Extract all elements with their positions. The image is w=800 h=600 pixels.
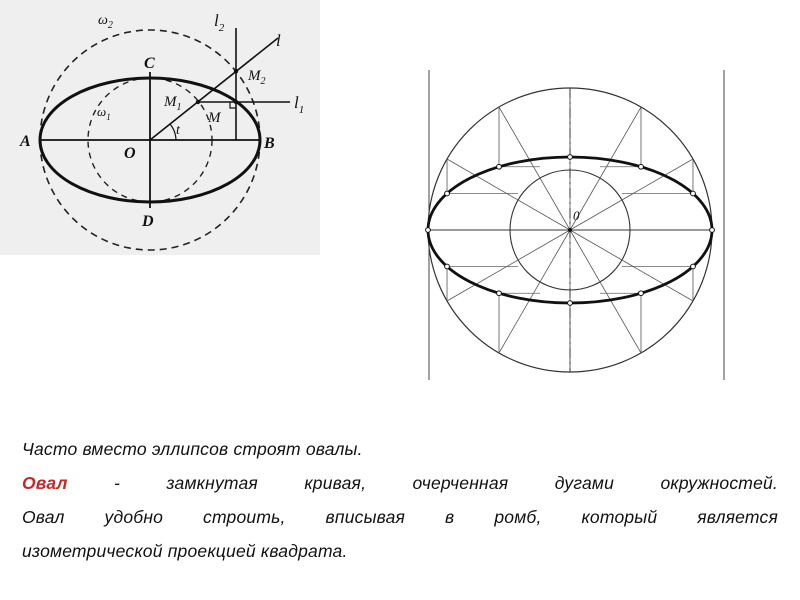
label-l2: $l_2$ [214, 11, 225, 34]
radial-ray [447, 159, 570, 230]
point-M2 [234, 69, 238, 73]
label-D: D [142, 213, 154, 230]
ellipse-point [691, 264, 696, 269]
text-line-2 [22, 466, 778, 500]
ellipse-point [426, 228, 431, 233]
ellipse-point [568, 155, 573, 160]
text-line-4: изометрической проекцией квадрата. [22, 541, 348, 561]
radial-ray [570, 159, 693, 230]
label-A: A [20, 133, 31, 150]
radial-ray [499, 107, 570, 230]
text-line-1: Часто вместо эллипсов строят овалы. [22, 439, 363, 459]
label-B: B [264, 135, 275, 152]
ellipse-point [568, 301, 573, 306]
label-C: C [144, 55, 155, 72]
ellipse-point [445, 264, 450, 269]
radial-ray [570, 230, 641, 353]
ellipse-point [497, 291, 502, 296]
label-omega2: $\omega_2$ [98, 13, 113, 31]
label-t: t [176, 123, 180, 138]
text-line-3: Овал удобно строить, вписывая в ромб, который является [22, 507, 778, 527]
center-point [568, 228, 572, 232]
construction-geometry [426, 70, 724, 380]
label-M1: $M_1$ [164, 94, 182, 113]
label-omega1: $\omega_1$ [97, 104, 111, 122]
ellipse-point [497, 164, 502, 169]
ellipse-point [639, 291, 644, 296]
term-oval: Овал [22, 473, 68, 493]
ellipse-construction-figure [0, 0, 320, 255]
point-M [234, 100, 238, 104]
ellipse-construction-drawing [0, 0, 320, 255]
label-O: O [124, 145, 136, 162]
ellipse-points-construction-drawing [415, 30, 735, 385]
term-definition: - замкнутая кривая, очерченная дугами окружностей. [67, 473, 778, 493]
radial-ray [570, 230, 693, 301]
radial-ray [447, 230, 570, 301]
label-M2: $M_2$ [248, 68, 266, 87]
label-M: M [208, 110, 221, 126]
ellipse-point [691, 191, 696, 196]
point-M1 [196, 100, 200, 104]
label-l1: $l_1$ [294, 93, 305, 116]
ellipse-point [445, 191, 450, 196]
ellipse-point [710, 228, 715, 233]
radial-ray [499, 230, 570, 353]
label-l: l [276, 31, 281, 50]
ellipse-point [639, 164, 644, 169]
radial-ray [570, 107, 641, 230]
text-block [22, 432, 778, 568]
label-center-0: 0 [573, 208, 580, 223]
